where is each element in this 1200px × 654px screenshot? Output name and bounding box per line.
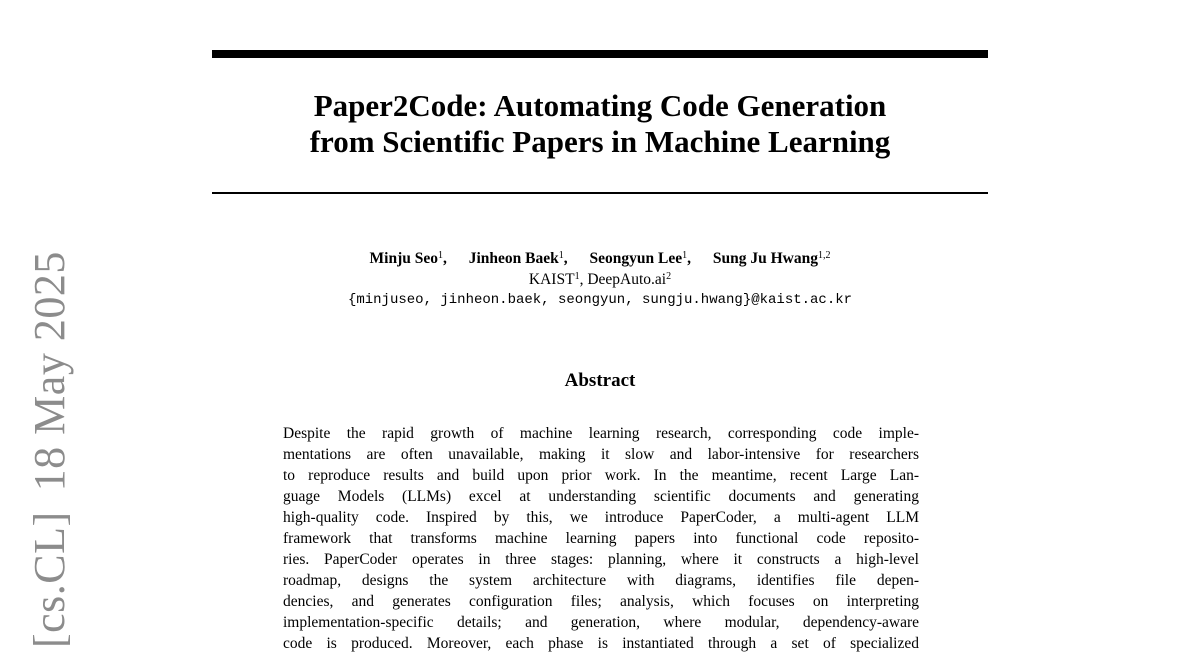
abstract-line: high-quality code. Inspired by this, we introduce PaperCoder, a multi-agent LLM	[283, 509, 919, 526]
abstract-line: Despite the rapid growth of machine learning research, corresponding code imple-	[283, 425, 919, 442]
author-name: Jinheon Baek	[468, 250, 559, 267]
arxiv-date: 18 May 2025	[25, 251, 74, 492]
abstract-line: roadmap, designs the system architecture with diagrams, identifies file depen-	[283, 572, 919, 589]
author	[713, 248, 831, 269]
arxiv-side-stamp	[25, 251, 74, 648]
title-line-1: Paper2Code: Automating Code Generation	[313, 88, 887, 123]
author-name: Seongyun Lee	[589, 250, 683, 267]
affiliation-name: KAIST	[528, 271, 575, 288]
arxiv-category: [cs.CL]	[25, 511, 74, 648]
abstract-line: framework that transforms machine learning papers into functional code reposito-	[283, 530, 919, 547]
affiliation-sup: 2	[666, 271, 672, 282]
author-name: Minju Seo	[369, 250, 438, 267]
title-line-2: from Scientific Papers in Machine Learning	[309, 124, 891, 159]
abstract-line: code is produced. Moreover, each phase is instantiated through a set of specialized	[283, 635, 919, 652]
author-emails: {minjuseo, jinheon.baek, seongyun, sungju.hwang}@kaist.ac.kr	[347, 292, 853, 308]
affiliation-name: DeepAuto.ai	[587, 271, 667, 288]
author-affil-sup: 1,2	[817, 250, 831, 261]
author-block	[212, 248, 988, 311]
paper-title	[212, 88, 988, 160]
author-affil-sup: 1	[558, 250, 564, 261]
affiliation-sup: 1	[574, 271, 580, 282]
author-name: Sung Ju Hwang	[712, 250, 818, 267]
author: Jinheon Baek$^1$,	[468, 250, 568, 267]
affiliations: KAIST$^1$, $DeepAuto.ai^2$	[528, 271, 672, 288]
author: Minju Seo$^1$,	[369, 250, 447, 267]
author-affil-sup: 1	[438, 250, 443, 261]
author-names	[212, 248, 988, 269]
abstract-line: ries. PaperCoder operates in three stages: planning, where it constructs a high-level	[283, 551, 919, 568]
abstract-line: mentations are often unavailable, making it slow and labor-intensive for researchers	[283, 446, 919, 463]
abstract-line: implementation-specific details; and generation, where modular, dependency-aware	[283, 614, 919, 631]
author: Seongyun Lee$^1$,	[589, 250, 691, 267]
abstract-body	[283, 423, 919, 654]
abstract-line: guage Models (LLMs) excel at understanding scientific documents and generating	[283, 488, 919, 505]
top-rule	[212, 50, 988, 58]
abstract-line: to reproduce results and build upon prior work. In the meantime, recent Large Lan-	[283, 467, 919, 484]
title-rule	[212, 192, 988, 194]
abstract-line: dencies, and generates configuration files; analysis, which focuses on interpreting	[283, 593, 919, 610]
author-affil-sup: 1	[682, 250, 688, 261]
abstract-heading: Abstract	[564, 370, 636, 391]
